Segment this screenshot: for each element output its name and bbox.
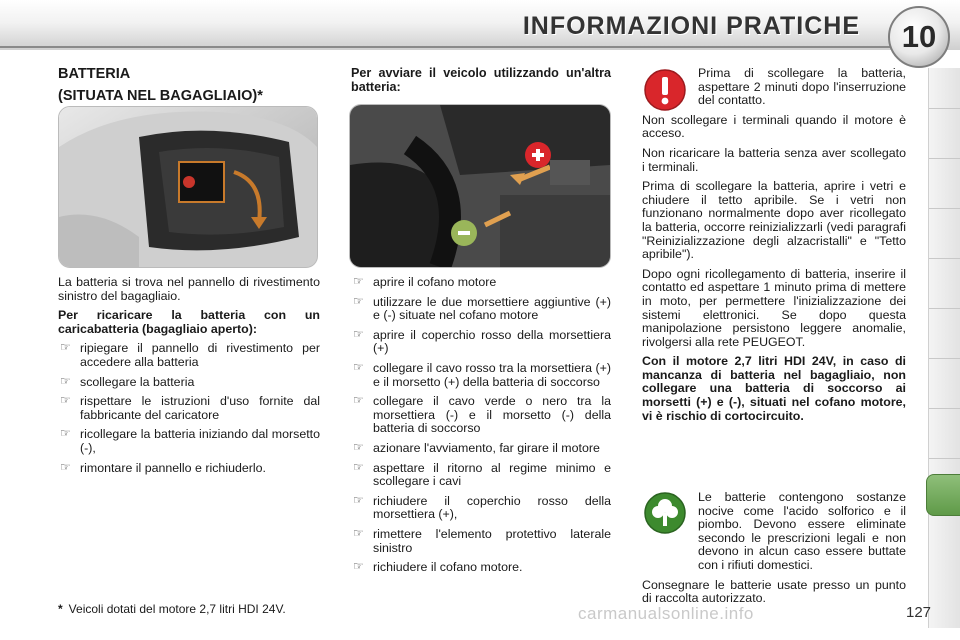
column-jump-start: [351, 67, 611, 100]
column-jump-start-body: [351, 276, 611, 581]
pointing-hand-icon: ☞: [353, 525, 364, 540]
tab-divider: [929, 358, 960, 359]
engine-bay-photo: [349, 104, 611, 268]
chapter-number: 10: [901, 19, 937, 54]
list-item: ☞ richiudere il coperchio rosso della morsettiera (+),: [353, 492, 611, 522]
list-item: ☞ collegare il cavo verde o nero tra la morsettiera (-) e il morsetto (-) della batteria di soccorso: [353, 393, 611, 436]
charging-steps: [58, 342, 320, 475]
list-item: ☞ rispettare le istruzioni d'uso fornite dal fabbricante del caricatore: [60, 393, 320, 422]
list-item: ☞ aprire il coperchio rosso della morsettiera (+): [353, 326, 611, 356]
list-item: ☞ ripiegare il pannello di rivestimento per accedere alla batteria: [60, 340, 320, 369]
pointing-hand-icon: ☞: [60, 393, 71, 408]
tab-divider: [929, 458, 960, 459]
warning-text: Prima di scollegare la batteria, aspettare 2 minuti dopo l'inserruzione del contatto.: [698, 66, 906, 108]
warning-text: Non ricaricare la batteria senza aver scollegato i terminali.: [642, 145, 906, 174]
pointing-hand-icon: ☞: [353, 439, 364, 454]
pointing-hand-icon: ☞: [60, 459, 71, 474]
page-title: INFORMAZIONI PRATICHE: [522, 12, 860, 40]
pointing-hand-icon: ☞: [60, 340, 71, 355]
column-warnings: [642, 67, 906, 429]
list-item: ☞ rimettere l'elemento protettivo laterale sinistro: [353, 525, 611, 555]
pointing-hand-icon: ☞: [60, 426, 71, 441]
tab-divider: [929, 208, 960, 209]
warning-text: Dopo ogni ricollegamento di batteria, inserire il contatto ed aspettare 1 minuto prima di mettere in moto, per permettere l'inizializzazione dei sistemi elettronici. Se dopo questa manipolazione persistono leggere anomalie, rivolgersi alla rete PEUGEOT.: [642, 266, 906, 349]
pointing-hand-icon: ☞: [353, 326, 364, 341]
tab-divider: [929, 308, 960, 309]
warning-bold-text: Con il motore 2,7 litri HDI 24V, in caso di mancanza di batteria nel bagagliaio, non collegare una batteria di soccorso ai morsetti (+) e (-), situati nel cofano motore, vi è rischio di cortocircuito.: [642, 354, 906, 423]
list-item: ☞ scollegare la batteria: [60, 373, 195, 389]
warning-text: Prima di scollegare la batteria, aprire i vetri e chiudere il tetto apribile. Se i vetri non funzionano normalmente dopo aver ricollegato la batteria, occorre reinizializzarli (vedi paragrafi "Reinizializzazione degli alzacristalli" e "Tetto apribile").: [642, 179, 906, 262]
pointing-hand-icon: ☞: [353, 492, 364, 507]
pointing-hand-icon: ☞: [353, 359, 364, 374]
list-item: ☞ collegare il cavo rosso tra la morsettiera (+) e il morsetto (+) della batteria di soccorso: [353, 359, 611, 389]
pointing-hand-icon: ☞: [353, 393, 364, 408]
charging-subtitle: Per ricaricare la batteria con un caricabatteria (bagagliaio aperto):: [58, 308, 320, 336]
pointing-hand-icon: ☞: [353, 293, 364, 308]
list-item: ☞ aspettare il ritorno al regime minimo e scollegare i cavi: [353, 459, 611, 489]
footnote-star: *: [58, 602, 63, 616]
footnote: [58, 602, 338, 616]
pointing-hand-icon: ☞: [353, 459, 364, 474]
list-item: ☞ utilizzare le due morsettiere aggiuntive (+) e (-) situate nel cofano motore: [353, 293, 611, 323]
pointing-hand-icon: ☞: [353, 274, 364, 288]
pointing-hand-icon: ☞: [353, 559, 364, 574]
section-title: BATTERIA: [58, 66, 131, 82]
page-number: 127: [906, 604, 932, 621]
watermark: carmanualsonline.info: [578, 604, 754, 623]
jump-start-title: Per avviare il veicolo utilizzando un'altra batteria:: [351, 66, 611, 94]
list-item: ☞ rimontare il pannello e richiuderlo.: [60, 459, 266, 475]
chapter-tab-strip: [928, 68, 960, 628]
environment-text: Consegnare le batterie usate presso un punto di raccolta autorizzato.: [642, 577, 906, 606]
trunk-battery-photo: [58, 106, 318, 268]
column-environment: [642, 491, 906, 612]
tab-divider: [929, 408, 960, 409]
list-item: ☞ azionare l'avviamento, far girare il motore: [353, 439, 600, 455]
tab-divider: [929, 108, 960, 109]
footnote-text: Veicoli dotati del motore 2,7 litri HDI 24V.: [68, 602, 286, 616]
list-item: ☞ aprire il cofano motore: [353, 274, 497, 289]
tab-divider: [929, 258, 960, 259]
column-battery-trunk: [58, 67, 320, 110]
list-item: ☞ richiudere il cofano motore.: [353, 559, 523, 575]
list-item: ☞ ricollegare la batteria iniziando dal morsetto (-),: [60, 426, 320, 455]
header-rule: [0, 46, 900, 48]
chapter-tab-active[interactable]: [926, 474, 960, 516]
intro-text: La batteria si trova nel pannello di rivestimento sinistro del bagagliaio.: [58, 275, 320, 303]
jump-start-steps: [351, 276, 611, 575]
warning-text: Non scollegare i terminali quando il motore è acceso.: [642, 112, 906, 141]
section-title-sub: (SITUATA NEL BAGAGLIAIO)*: [58, 87, 263, 104]
pointing-hand-icon: ☞: [60, 373, 71, 388]
environment-text: Le batterie contengono sostanze nocive come l'acido solforico e il piombo. Devono essere eliminate secondo le prescrizioni legali e non devono in alcun caso essere buttate con i rifiuti domestici.: [698, 490, 906, 572]
tab-divider: [929, 158, 960, 159]
chapter-badge: [888, 6, 950, 68]
column-battery-trunk-body: [58, 276, 320, 481]
